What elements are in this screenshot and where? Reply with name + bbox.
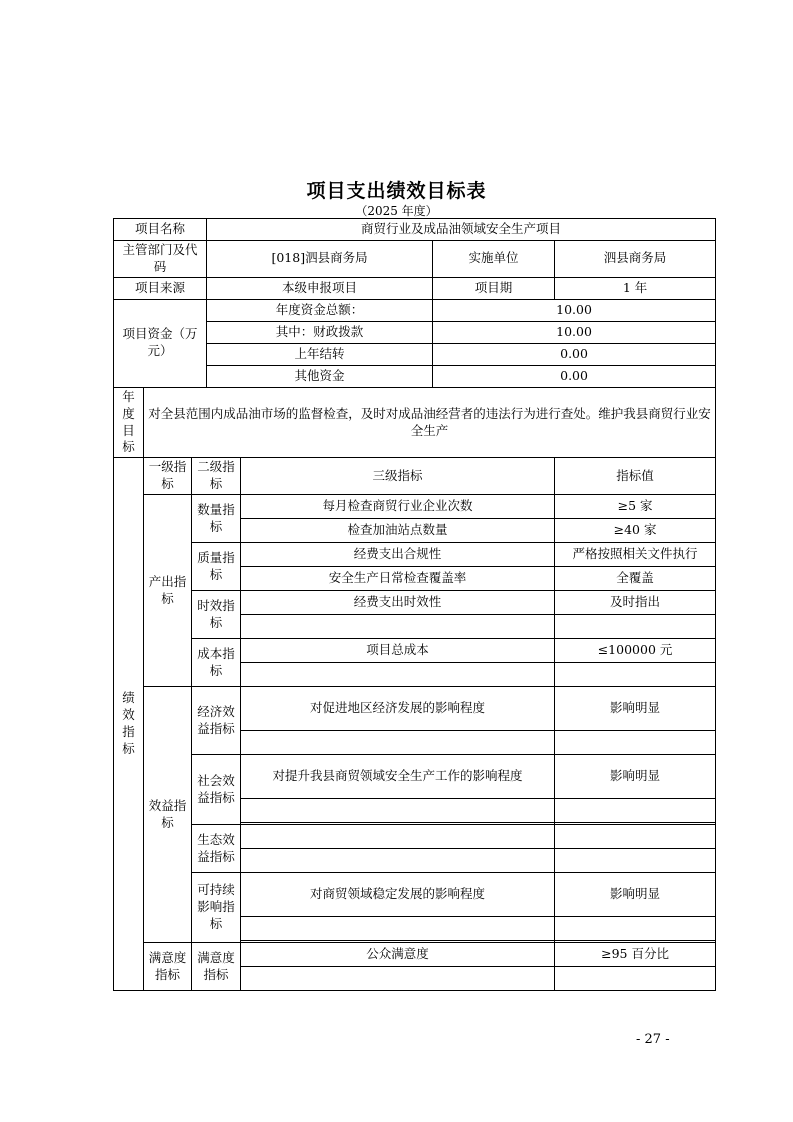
label-level2: 二级指标 <box>192 458 241 495</box>
table-row <box>114 299 716 321</box>
table-row <box>114 495 716 519</box>
page-number: - 27 - <box>636 1032 670 1047</box>
indicator-value: 及时指出 <box>555 591 716 615</box>
empty-cell <box>555 731 716 755</box>
label-annual-goal: 年度目标 <box>114 387 144 458</box>
sub-economic: 经济效益指标 <box>192 687 241 755</box>
label-carryover: 上年结转 <box>207 343 433 365</box>
empty-cell <box>241 967 555 991</box>
label-level1: 一级指标 <box>144 458 192 495</box>
sub-quality: 质量指标 <box>192 543 241 591</box>
table-row <box>114 687 716 731</box>
dept-value: [018]泗县商务局 <box>207 241 433 278</box>
label-funds: 项目资金（万元） <box>114 299 207 387</box>
sub-quantity: 数量指标 <box>192 495 241 543</box>
label-other: 其他资金 <box>207 365 433 387</box>
indicator-name: 经费支出合规性 <box>241 543 555 567</box>
carryover-value: 0.00 <box>433 343 716 365</box>
label-dept: 主管部门及代码 <box>114 241 207 278</box>
indicator-name: 检查加油站点数量 <box>241 519 555 543</box>
project-name: 商贸行业及成品油领域安全生产项目 <box>207 219 716 241</box>
sub-social: 社会效益指标 <box>192 755 241 825</box>
table-row <box>114 755 716 799</box>
annual-goal-text: 对全县范围内成品油市场的监督检查，及时对成品油经营者的违法行为进行查处。维护我县商贸行业安全生产 <box>144 387 716 458</box>
empty-cell <box>555 799 716 823</box>
label-indicator-value: 指标值 <box>555 458 716 495</box>
group-output: 产出指标 <box>144 495 192 687</box>
empty-cell <box>241 663 555 687</box>
table-row <box>114 387 716 458</box>
sub-satisfaction: 满意度指标 <box>192 943 241 991</box>
group-satisfaction: 满意度指标 <box>144 943 192 991</box>
empty-cell <box>241 917 555 941</box>
indicator-value: 影响明显 <box>555 873 716 917</box>
table-row <box>114 825 716 849</box>
empty-cell <box>555 917 716 941</box>
indicator-value: 影响明显 <box>555 687 716 731</box>
indicator-name: 每月检查商贸行业企业次数 <box>241 495 555 519</box>
empty-cell <box>555 967 716 991</box>
indicator-name: 项目总成本 <box>241 639 555 663</box>
label-impl-unit: 实施单位 <box>433 241 555 278</box>
indicator-name: 对促进地区经济发展的影响程度 <box>241 687 555 731</box>
indicator-value: ≤100000 元 <box>555 639 716 663</box>
empty-cell <box>241 615 555 639</box>
empty-cell <box>555 663 716 687</box>
table-row <box>114 277 716 299</box>
label-fiscal: 其中：财政拨款 <box>207 321 433 343</box>
indicator-value: 全覆盖 <box>555 567 716 591</box>
label-project-name: 项目名称 <box>114 219 207 241</box>
table-row <box>114 943 716 967</box>
table-row <box>114 219 716 241</box>
table-row <box>114 458 716 495</box>
indicator-name: 安全生产日常检查覆盖率 <box>241 567 555 591</box>
impl-unit-value: 泗县商务局 <box>555 241 716 278</box>
indicator-name: 对提升我县商贸领域安全生产工作的影响程度 <box>241 755 555 799</box>
indicator-value: ≥40 家 <box>555 519 716 543</box>
empty-cell <box>241 731 555 755</box>
label-perf: 绩效指标 <box>114 458 144 991</box>
table-row <box>114 639 716 663</box>
annual-total-value: 10.00 <box>433 299 716 321</box>
period-value: 1 年 <box>555 277 716 299</box>
indicator-value: ≥5 家 <box>555 495 716 519</box>
source-value: 本级申报项目 <box>207 277 433 299</box>
other-value: 0.00 <box>433 365 716 387</box>
indicator-name: 公众满意度 <box>241 943 555 967</box>
sub-cost: 成本指标 <box>192 639 241 687</box>
label-period: 项目期 <box>433 277 555 299</box>
label-level3: 三级指标 <box>241 458 555 495</box>
table-row <box>114 873 716 917</box>
empty-cell <box>241 825 555 849</box>
sub-timeliness: 时效指标 <box>192 591 241 639</box>
page-subtitle: （2025 年度） <box>355 204 438 218</box>
indicator-value: 严格按照相关文件执行 <box>555 543 716 567</box>
performance-table <box>113 218 716 991</box>
empty-cell <box>555 825 716 849</box>
empty-cell <box>555 615 716 639</box>
empty-cell <box>555 849 716 873</box>
indicator-value: 影响明显 <box>555 755 716 799</box>
table-row <box>114 241 716 278</box>
label-annual-total: 年度资金总额： <box>207 299 433 321</box>
indicator-value: ≥95 百分比 <box>555 943 716 967</box>
group-benefit: 效益指标 <box>144 687 192 943</box>
page-title: 项目支出绩效目标表 <box>306 180 487 202</box>
label-source: 项目来源 <box>114 277 207 299</box>
sub-sustainable: 可持续影响指标 <box>192 873 241 943</box>
sub-ecological: 生态效益指标 <box>192 825 241 873</box>
empty-cell <box>241 849 555 873</box>
fiscal-value: 10.00 <box>433 321 716 343</box>
empty-cell <box>241 799 555 823</box>
indicator-name: 经费支出时效性 <box>241 591 555 615</box>
table-row <box>114 591 716 615</box>
table-row <box>114 543 716 567</box>
indicator-name: 对商贸领域稳定发展的影响程度 <box>241 873 555 917</box>
